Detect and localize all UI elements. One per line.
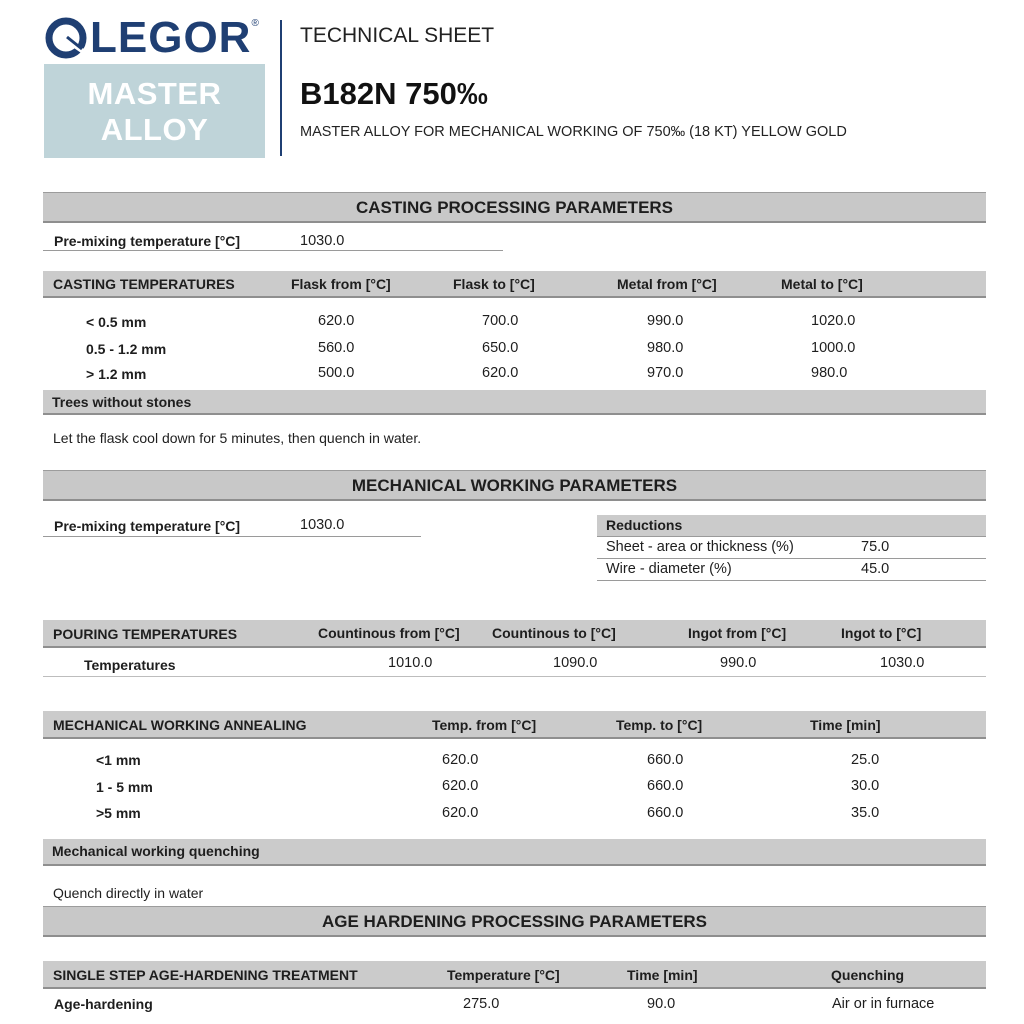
col-header: Metal to [°C] <box>781 276 863 292</box>
casting-section-header <box>43 192 986 223</box>
cell: 25.0 <box>851 752 880 768</box>
cell: 970.0 <box>647 365 684 381</box>
col-header: CASTING TEMPERATURES <box>53 276 235 292</box>
col-header: Temp. to [°C] <box>616 717 703 733</box>
cell: 650.0 <box>482 340 519 356</box>
row-label: 1 - 5 mm <box>96 779 153 795</box>
product-code: B182N 750‰ <box>300 76 488 111</box>
mech-premix-value: 1030.0 <box>300 517 345 533</box>
brand-logo <box>44 14 266 62</box>
pouring-header <box>43 620 986 648</box>
cell: 35.0 <box>851 805 880 821</box>
cell: 90.0 <box>647 996 676 1012</box>
cell: 700.0 <box>482 313 519 329</box>
row-label: <1 mm <box>96 752 141 768</box>
reduction-value: 75.0 <box>861 539 890 555</box>
row-label: > 1.2 mm <box>86 366 147 382</box>
reductions-header <box>597 515 986 537</box>
quenching-header <box>43 839 986 866</box>
divider <box>43 250 503 251</box>
document-type: TECHNICAL SHEET <box>300 24 495 47</box>
divider <box>597 558 986 559</box>
age-hardening-table-header <box>43 961 986 989</box>
master-alloy-badge <box>44 64 265 158</box>
cell: 620.0 <box>442 752 479 768</box>
reduction-label: Sheet - area or thickness (%) <box>606 539 794 555</box>
col-header: MECHANICAL WORKING ANNEALING <box>53 717 307 733</box>
row-label: Temperatures <box>84 657 176 673</box>
trees-note: Let the flask cool down for 5 minutes, then quench in water. <box>53 430 422 446</box>
col-header: POURING TEMPERATURES <box>53 626 238 642</box>
col-header: Metal from [°C] <box>617 276 717 292</box>
col-header: Flask from [°C] <box>291 276 391 292</box>
divider <box>43 676 986 677</box>
quench-note: Quench directly in water <box>53 885 204 901</box>
cell: 980.0 <box>647 340 684 356</box>
legor-logo-icon <box>44 16 88 60</box>
col-header: Quenching <box>831 967 905 983</box>
cell: 1020.0 <box>811 313 856 329</box>
cell: 620.0 <box>318 313 355 329</box>
cell: 1010.0 <box>388 655 433 671</box>
reduction-value: 45.0 <box>861 561 890 577</box>
cell: 660.0 <box>647 778 684 794</box>
col-header: Ingot to [°C] <box>841 625 922 641</box>
cell: 1000.0 <box>811 340 856 356</box>
registered-mark: ® <box>251 18 259 29</box>
col-header: Time [min] <box>627 967 698 983</box>
cell: 500.0 <box>318 365 355 381</box>
divider <box>43 536 421 537</box>
badge-line-2: ALLOY <box>100 112 209 147</box>
trees-label: Trees without stones <box>52 394 192 410</box>
cell: 1030.0 <box>880 655 925 671</box>
mech-premix-label: Pre-mixing temperature [°C] <box>54 518 241 534</box>
row-label: >5 mm <box>96 805 141 821</box>
cell: 990.0 <box>720 655 757 671</box>
col-header: Ingot from [°C] <box>688 625 787 641</box>
cell: 620.0 <box>442 805 479 821</box>
header-divider <box>280 20 282 156</box>
cell: 620.0 <box>482 365 519 381</box>
row-label: 0.5 - 1.2 mm <box>86 341 167 357</box>
casting-temps-header <box>43 271 986 298</box>
cell: 560.0 <box>318 340 355 356</box>
section-title: MECHANICAL WORKING PARAMETERS <box>351 476 678 495</box>
reductions-title: Reductions <box>606 517 683 533</box>
divider <box>597 580 986 581</box>
age-hardening-section-header <box>43 906 986 937</box>
col-header: Time [min] <box>810 717 881 733</box>
mechanical-section-header <box>43 470 986 501</box>
cell: Air or in furnace <box>832 996 935 1012</box>
annealing-header <box>43 711 986 739</box>
quench-label: Mechanical working quenching <box>52 843 260 859</box>
row-label: Age-hardening <box>54 996 153 1012</box>
cell: 275.0 <box>463 996 500 1012</box>
casting-premix-label: Pre-mixing temperature [°C] <box>54 233 241 249</box>
cell: 620.0 <box>442 778 479 794</box>
cell: 980.0 <box>811 365 848 381</box>
section-title: AGE HARDENING PROCESSING PARAMETERS <box>321 912 708 931</box>
cell: 1090.0 <box>553 655 598 671</box>
cell: 660.0 <box>647 805 684 821</box>
section-title: CASTING PROCESSING PARAMETERS <box>355 198 674 217</box>
badge-line-1: MASTER <box>87 76 222 111</box>
casting-premix-value: 1030.0 <box>300 233 345 249</box>
trees-header <box>43 390 986 415</box>
cell: 30.0 <box>851 778 880 794</box>
col-header: Countinous to [°C] <box>492 625 616 641</box>
col-header: Flask to [°C] <box>453 276 535 292</box>
reduction-label: Wire - diameter (%) <box>606 561 732 577</box>
col-header: Temperature [°C] <box>447 967 560 983</box>
row-label: < 0.5 mm <box>86 314 147 330</box>
brand-name: LEGOR <box>90 13 252 62</box>
product-description: MASTER ALLOY FOR MECHANICAL WORKING OF 750‰ (18 KT) YELLOW GOLD <box>300 124 847 140</box>
cell: 660.0 <box>647 752 684 768</box>
col-header: SINGLE STEP AGE-HARDENING TREATMENT <box>53 967 358 983</box>
col-header: Temp. from [°C] <box>432 717 537 733</box>
col-header: Countinous from [°C] <box>318 625 460 641</box>
cell: 990.0 <box>647 313 684 329</box>
